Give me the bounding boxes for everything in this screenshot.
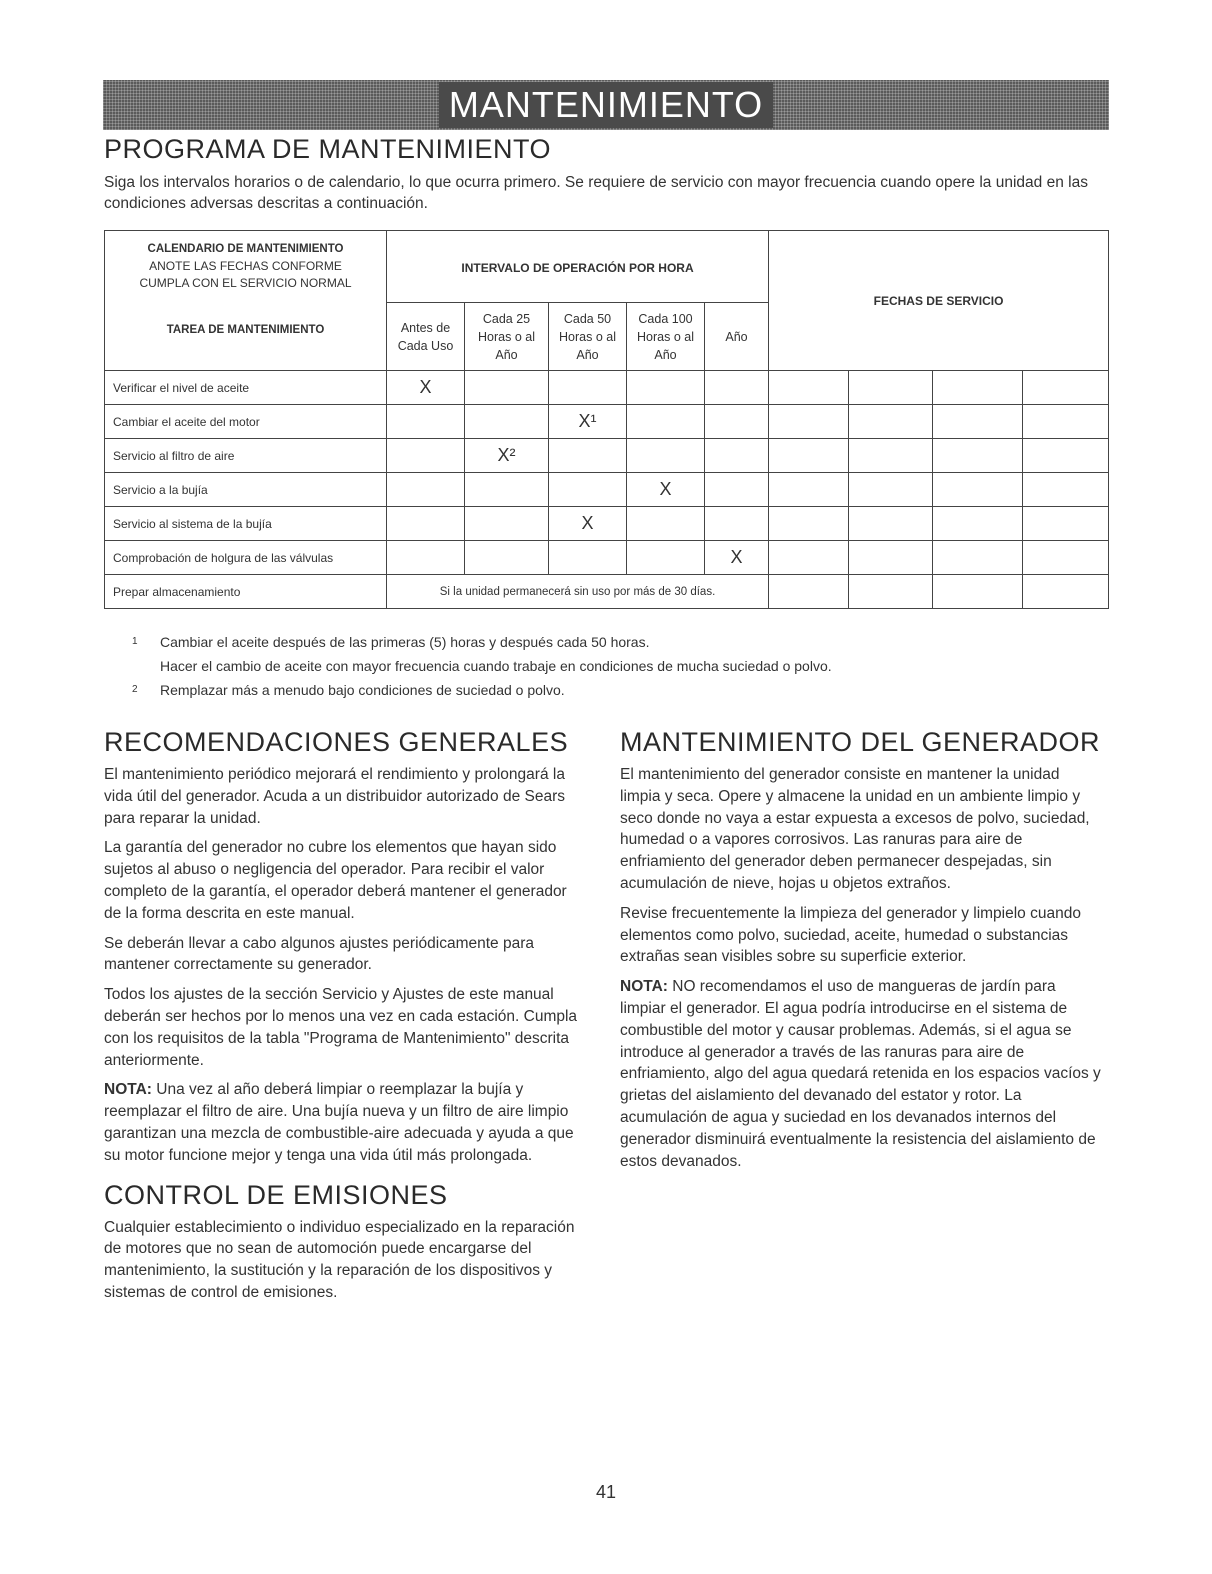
paragraph: El mantenimiento periódico mejorará el rendimiento y prolongará la vida útil del generador. Acuda a un distribuidor autorizado de Sears para reparar la unidad. [104, 766, 565, 827]
interval-mark: X [627, 473, 705, 507]
service-date-cell [933, 473, 1023, 507]
footnote-2 [132, 678, 832, 702]
service-date-cell [1023, 541, 1109, 575]
interval-mark [387, 507, 465, 541]
interval-mark [705, 473, 769, 507]
task-header: TAREA DE MANTENIMIENTO [166, 324, 325, 336]
interval-mark: X¹ [549, 405, 627, 439]
interval-mark [705, 439, 769, 473]
interval-mark [627, 507, 705, 541]
interval-label: Año [654, 347, 677, 362]
interval-mark [627, 439, 705, 473]
storage-note: Si la unidad permanecerá sin uso por más de 30 días. [387, 575, 769, 609]
service-date-cell [933, 541, 1023, 575]
interval-mark [549, 541, 627, 575]
interval-mark: X [705, 541, 769, 575]
service-date-cell [769, 405, 849, 439]
interval-label: Horas o al [637, 329, 694, 344]
interval-mark [705, 405, 769, 439]
service-date-cell [769, 439, 849, 473]
paragraph: Se deberán llevar a cabo algunos ajustes periódicamente para mantener correctamente su generador. [104, 934, 534, 974]
interval-mark [627, 405, 705, 439]
table-row [105, 507, 1109, 541]
interval-mark [465, 473, 549, 507]
task-cell: Verificar el nivel de aceite [105, 371, 387, 405]
service-date-cell [769, 541, 849, 575]
service-date-cell [769, 371, 849, 405]
page-number: 41 [595, 1482, 617, 1502]
footnote-marker: 2 [132, 684, 138, 695]
interval-mark [387, 541, 465, 575]
interval-every-100 [627, 303, 705, 371]
interval-label: Cada Uso [397, 338, 454, 353]
service-date-cell [849, 541, 933, 575]
table-row [105, 405, 1109, 439]
general-recommendations-title: RECOMENDACIONES GENERALES [104, 727, 569, 757]
footnote-text: Remplazar más a menudo bajo condiciones de suciedad o polvo. [160, 682, 565, 698]
schedule-title: PROGRAMA DE MANTENIMIENTO [104, 134, 552, 164]
task-cell: Servicio a la bujía [105, 473, 387, 507]
footnote-marker: 1 [132, 636, 138, 647]
interval-mark [387, 439, 465, 473]
schedule-intro: Siga los intervalos horarios o de calendario, lo que ocurra primero. Se requiere de servicio con mayor frecuencia cuando opere la unidad en las condiciones adversas descritas a continuación. [104, 174, 1088, 212]
table-footnotes [132, 630, 832, 702]
banner-title: MANTENIMIENTO [439, 82, 773, 128]
paragraph: Todos los ajustes de la sección Servicio y Ajustes de este manual deberán ser hechos por lo menos una vez en cada estación. Cumpla con los requisitos de la tabla "Programa de Mantenimiento" descrita anteriormente. [104, 986, 578, 1069]
interval-mark [465, 507, 549, 541]
note-paragraph [620, 976, 1104, 1172]
footnote-text: Hacer el cambio de aceite con mayor frecuencia cuando trabaje en condiciones de mucha suciedad o polvo. [160, 658, 832, 674]
interval-mark [549, 439, 627, 473]
interval-label: Horas o al [478, 329, 535, 344]
calendar-title: CALENDARIO DE MANTENIMIENTO [147, 243, 344, 255]
interval-label: Horas o al [559, 329, 616, 344]
service-date-cell [849, 405, 933, 439]
maintenance-schedule-table [104, 230, 1109, 609]
note-text: NO recomendamos el uso de mangueras de jardín para limpiar el generador. El agua podría introducirse en el sistema de combustible del motor y causar problemas. Además, si el agua se introduce al generador a través de las ranuras para aire de enfriamiento, algo del agua quedará retenida en los espacios vacíos y grietas del aislamiento del devanado del estator y rotor. La acumulación de agua y suciedad en los devanados internos del generador disminuirá eventualmente la resistencia del aislamiento de estos devanados. [620, 978, 1101, 1170]
task-cell: Cambiar el aceite del motor [105, 405, 387, 439]
service-date-cell [769, 473, 849, 507]
interval-mark: X [549, 507, 627, 541]
interval-mark [549, 473, 627, 507]
interval-label: Cada 100 [638, 311, 693, 326]
interval-mark [465, 371, 549, 405]
footnote-1-continued [132, 654, 832, 678]
note-paragraph [104, 1079, 588, 1166]
service-date-cell [849, 371, 933, 405]
interval-before-each-use [387, 303, 465, 371]
calendar-header-cell [105, 231, 387, 371]
task-cell: Comprobación de holgura de las válvulas [105, 541, 387, 575]
note-label: NOTA: [104, 1081, 152, 1099]
table-row [105, 439, 1109, 473]
task-cell: Servicio al sistema de la bujía [105, 507, 387, 541]
generator-maintenance-title: MANTENIMIENTO DEL GENERADOR [620, 727, 1101, 757]
interval-mark [387, 405, 465, 439]
service-date-cell [849, 507, 933, 541]
service-date-cell [1023, 473, 1109, 507]
service-date-cell [933, 405, 1023, 439]
service-date-cell [933, 507, 1023, 541]
interval-mark: X [387, 371, 465, 405]
table-row [105, 541, 1109, 575]
interval-mark [549, 371, 627, 405]
interval-mark [705, 371, 769, 405]
interval-mark [627, 371, 705, 405]
interval-mark [387, 473, 465, 507]
table-row [105, 473, 1109, 507]
service-dates-header: FECHAS DE SERVICIO [769, 231, 1109, 371]
service-date-cell [1023, 439, 1109, 473]
interval-label: Cada 50 [563, 311, 612, 326]
section-banner [103, 80, 1109, 130]
service-date-cell [1023, 405, 1109, 439]
right-column [620, 726, 1104, 1180]
service-date-cell [769, 575, 849, 609]
interval-label: Antes de [400, 320, 451, 335]
interval-label: Año [495, 347, 518, 362]
note-label: NOTA: [620, 978, 668, 996]
table-row [105, 575, 1109, 609]
service-date-cell [1023, 575, 1109, 609]
left-column [104, 726, 588, 1312]
interval-mark [465, 405, 549, 439]
service-date-cell [933, 575, 1023, 609]
interval-every-50 [549, 303, 627, 371]
interval-label: Cada 25 [482, 311, 531, 326]
interval-label: Año [576, 347, 599, 362]
task-cell: Prepar almacenamiento [105, 575, 387, 609]
task-cell: Servicio al filtro de aire [105, 439, 387, 473]
service-date-cell [849, 575, 933, 609]
calendar-line-2: CUMPLA CON EL SERVICIO NORMAL [139, 276, 352, 290]
paragraph: El mantenimiento del generador consiste en mantener la unidad limpia y seca. Opere y almacene la unidad en un ambiente limpio y seco donde no vaya a estar expuesta a excesos de polvo, suciedad, humedad o a vapores corrosivos. Las ranuras para aire de enfriamiento del generador deben permanecer despejadas, sin acumulación de nieve, hojas u objetos extraños. [620, 766, 1090, 892]
interval-mark [465, 541, 549, 575]
footnote-1 [132, 630, 832, 654]
table-row [105, 371, 1109, 405]
note-text: Una vez al año deberá limpiar o reemplazar la bujía y reemplazar el filtro de aire. Una bujía nueva y un filtro de aire limpio garantizan una mezcla de combustible-aire adecuada y ayuda a que su motor funcione mejor y tenga una vida útil más prolongada. [104, 1081, 574, 1164]
service-date-cell [933, 439, 1023, 473]
service-date-cell [849, 473, 933, 507]
paragraph: La garantía del generador no cubre los elementos que hayan sido sujetos al abuso o negligencia del operador. Para recibir el valor completo de la garantía, el operador deberá mantener el generador de la forma descrita en este manual. [104, 839, 567, 922]
interval-yearly [705, 303, 769, 371]
calendar-line-1: ANOTE LAS FECHAS CONFORME [149, 259, 342, 273]
interval-label: Año [725, 329, 748, 344]
paragraph: Cualquier establecimiento o individuo especializado en la reparación de motores que no sean de automoción puede encargarse del mantenimiento, la sustitución y la reparación de los dispositivos y sistemas de control de emisiones. [104, 1218, 575, 1301]
interval-mark [705, 507, 769, 541]
service-date-cell [769, 507, 849, 541]
interval-header: INTERVALO DE OPERACIÓN POR HORA [387, 231, 769, 303]
paragraph: Revise frecuentemente la limpieza del generador y limpielo cuando elementos como polvo, suciedad, aceite, humedad o substancias extrañas sean visibles sobre su superficie exterior. [620, 904, 1081, 966]
footnote-text: Cambiar el aceite después de las primeras (5) horas y después cada 50 horas. [160, 634, 650, 650]
service-date-cell [933, 371, 1023, 405]
service-date-cell [849, 439, 933, 473]
footnote-spacer [132, 654, 160, 678]
service-date-cell [1023, 371, 1109, 405]
interval-every-25 [465, 303, 549, 371]
service-date-cell [1023, 507, 1109, 541]
emissions-control-title: CONTROL DE EMISIONES [104, 1179, 448, 1210]
interval-mark: X² [465, 439, 549, 473]
interval-mark [627, 541, 705, 575]
